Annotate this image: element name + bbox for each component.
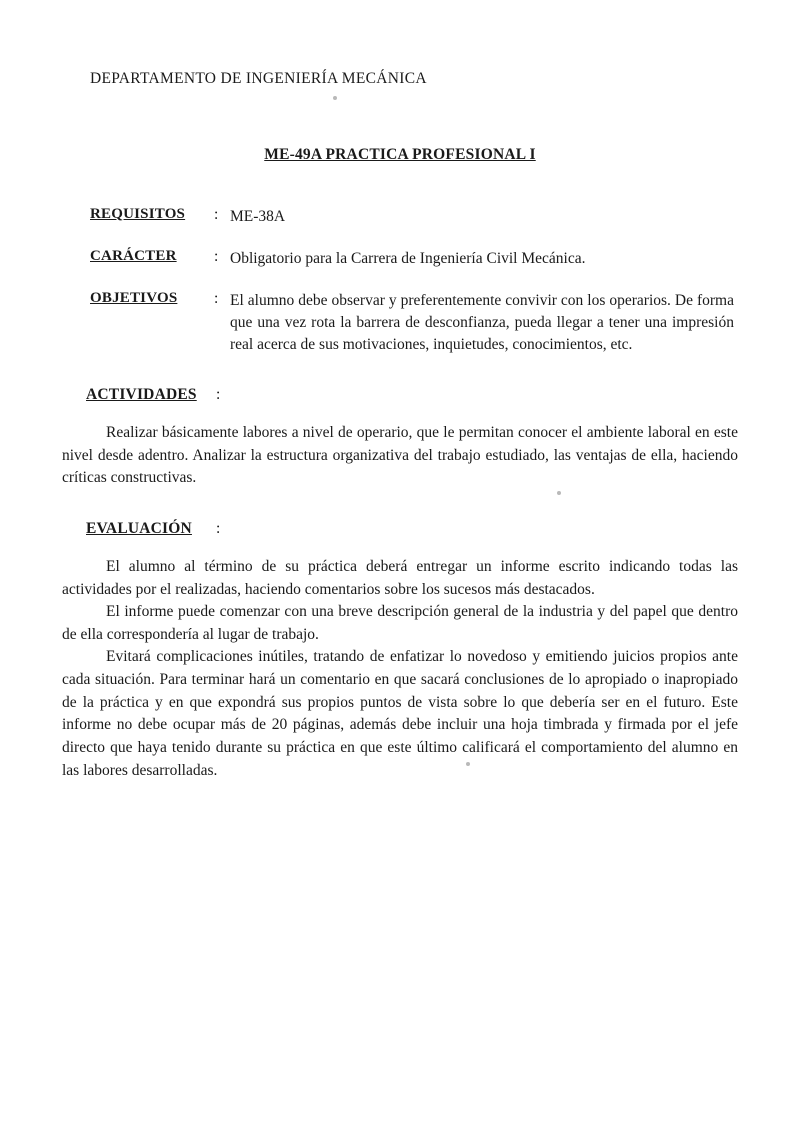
scan-artifact xyxy=(466,762,470,766)
section-label-evaluacion: EVALUACIÓN xyxy=(86,519,192,537)
paragraph-actividades-1: Realizar básicamente labores a nivel de operario, que le permitan conocer el ambiente laboral en este nivel desde adentro. Analizar la estructura organizativa del trabajo estudiado, las ventajas de ella, haciendo críticas constructivas. xyxy=(62,424,738,487)
scan-artifact xyxy=(333,96,337,100)
paragraph-evaluacion-2: El informe puede comenzar con una breve descripción general de la industria y del papel que dentro de ella correspondería al lugar de trabajo. xyxy=(62,603,738,643)
section-colon: : xyxy=(216,519,221,537)
department-header: DEPARTAMENTO DE INGENIERÍA MECÁNICA xyxy=(90,70,427,87)
page-title: ME-49A PRACTICA PROFESIONAL I xyxy=(264,146,536,163)
field-value-caracter: Obligatorio para la Carrera de Ingeniería Civil Mecánica. xyxy=(230,250,586,267)
field-value-objetivos: El alumno debe observar y preferentemente convivir con los operarios. De forma que una vez rota la barrera de desconfianza, pueda llegar a tener una impresión real acerca de sus motivaciones, inquietudes, conocimientos, etc. xyxy=(230,292,734,353)
section-label-actividades: ACTIVIDADES xyxy=(86,386,197,403)
paragraph-evaluacion-1: El alumno al término de su práctica deberá entregar un informe escrito indicando todas las actividades por el realizadas, haciendo comentarios sobre los sucesos más destacados. xyxy=(62,557,738,598)
section-heading-actividades xyxy=(62,386,738,404)
field-label-caracter: CARÁCTER xyxy=(90,248,177,264)
field-colon: : xyxy=(214,290,219,307)
section-colon: : xyxy=(216,386,221,403)
field-row-objetivos xyxy=(62,290,738,356)
field-row-requisitos xyxy=(62,206,738,228)
field-label-requisitos: REQUISITOS xyxy=(90,206,186,222)
scan-artifact xyxy=(557,491,561,495)
section-actividades xyxy=(62,386,738,490)
paragraph-evaluacion-3: Evitará complicaciones inútiles, tratando de enfatizar lo novedoso y emitiendo juicios propios ante cada situación. Para terminar hará un comentario en que sacará conclusiones de lo apropiado o inapropiado de la práctica y en que expondrá sus propios puntos de vista sobre lo que debería ser en el futuro. Este informe no debe ocupar más de 20 páginas, además debe incluir una hoja timbrada y firmada por el jefe directo que haya tenido durante su práctica en que este último calificará el comportamiento del alumno en las labores desarrolladas. xyxy=(62,648,738,779)
field-value-requisitos: ME-38A xyxy=(230,208,286,225)
section-evaluacion xyxy=(62,520,738,782)
field-colon: : xyxy=(214,206,219,223)
field-label-objetivos: OBJETIVOS xyxy=(90,290,178,306)
field-list xyxy=(62,206,738,356)
section-heading-evaluacion xyxy=(62,520,738,538)
field-row-caracter xyxy=(62,248,738,270)
field-colon: : xyxy=(214,248,219,265)
